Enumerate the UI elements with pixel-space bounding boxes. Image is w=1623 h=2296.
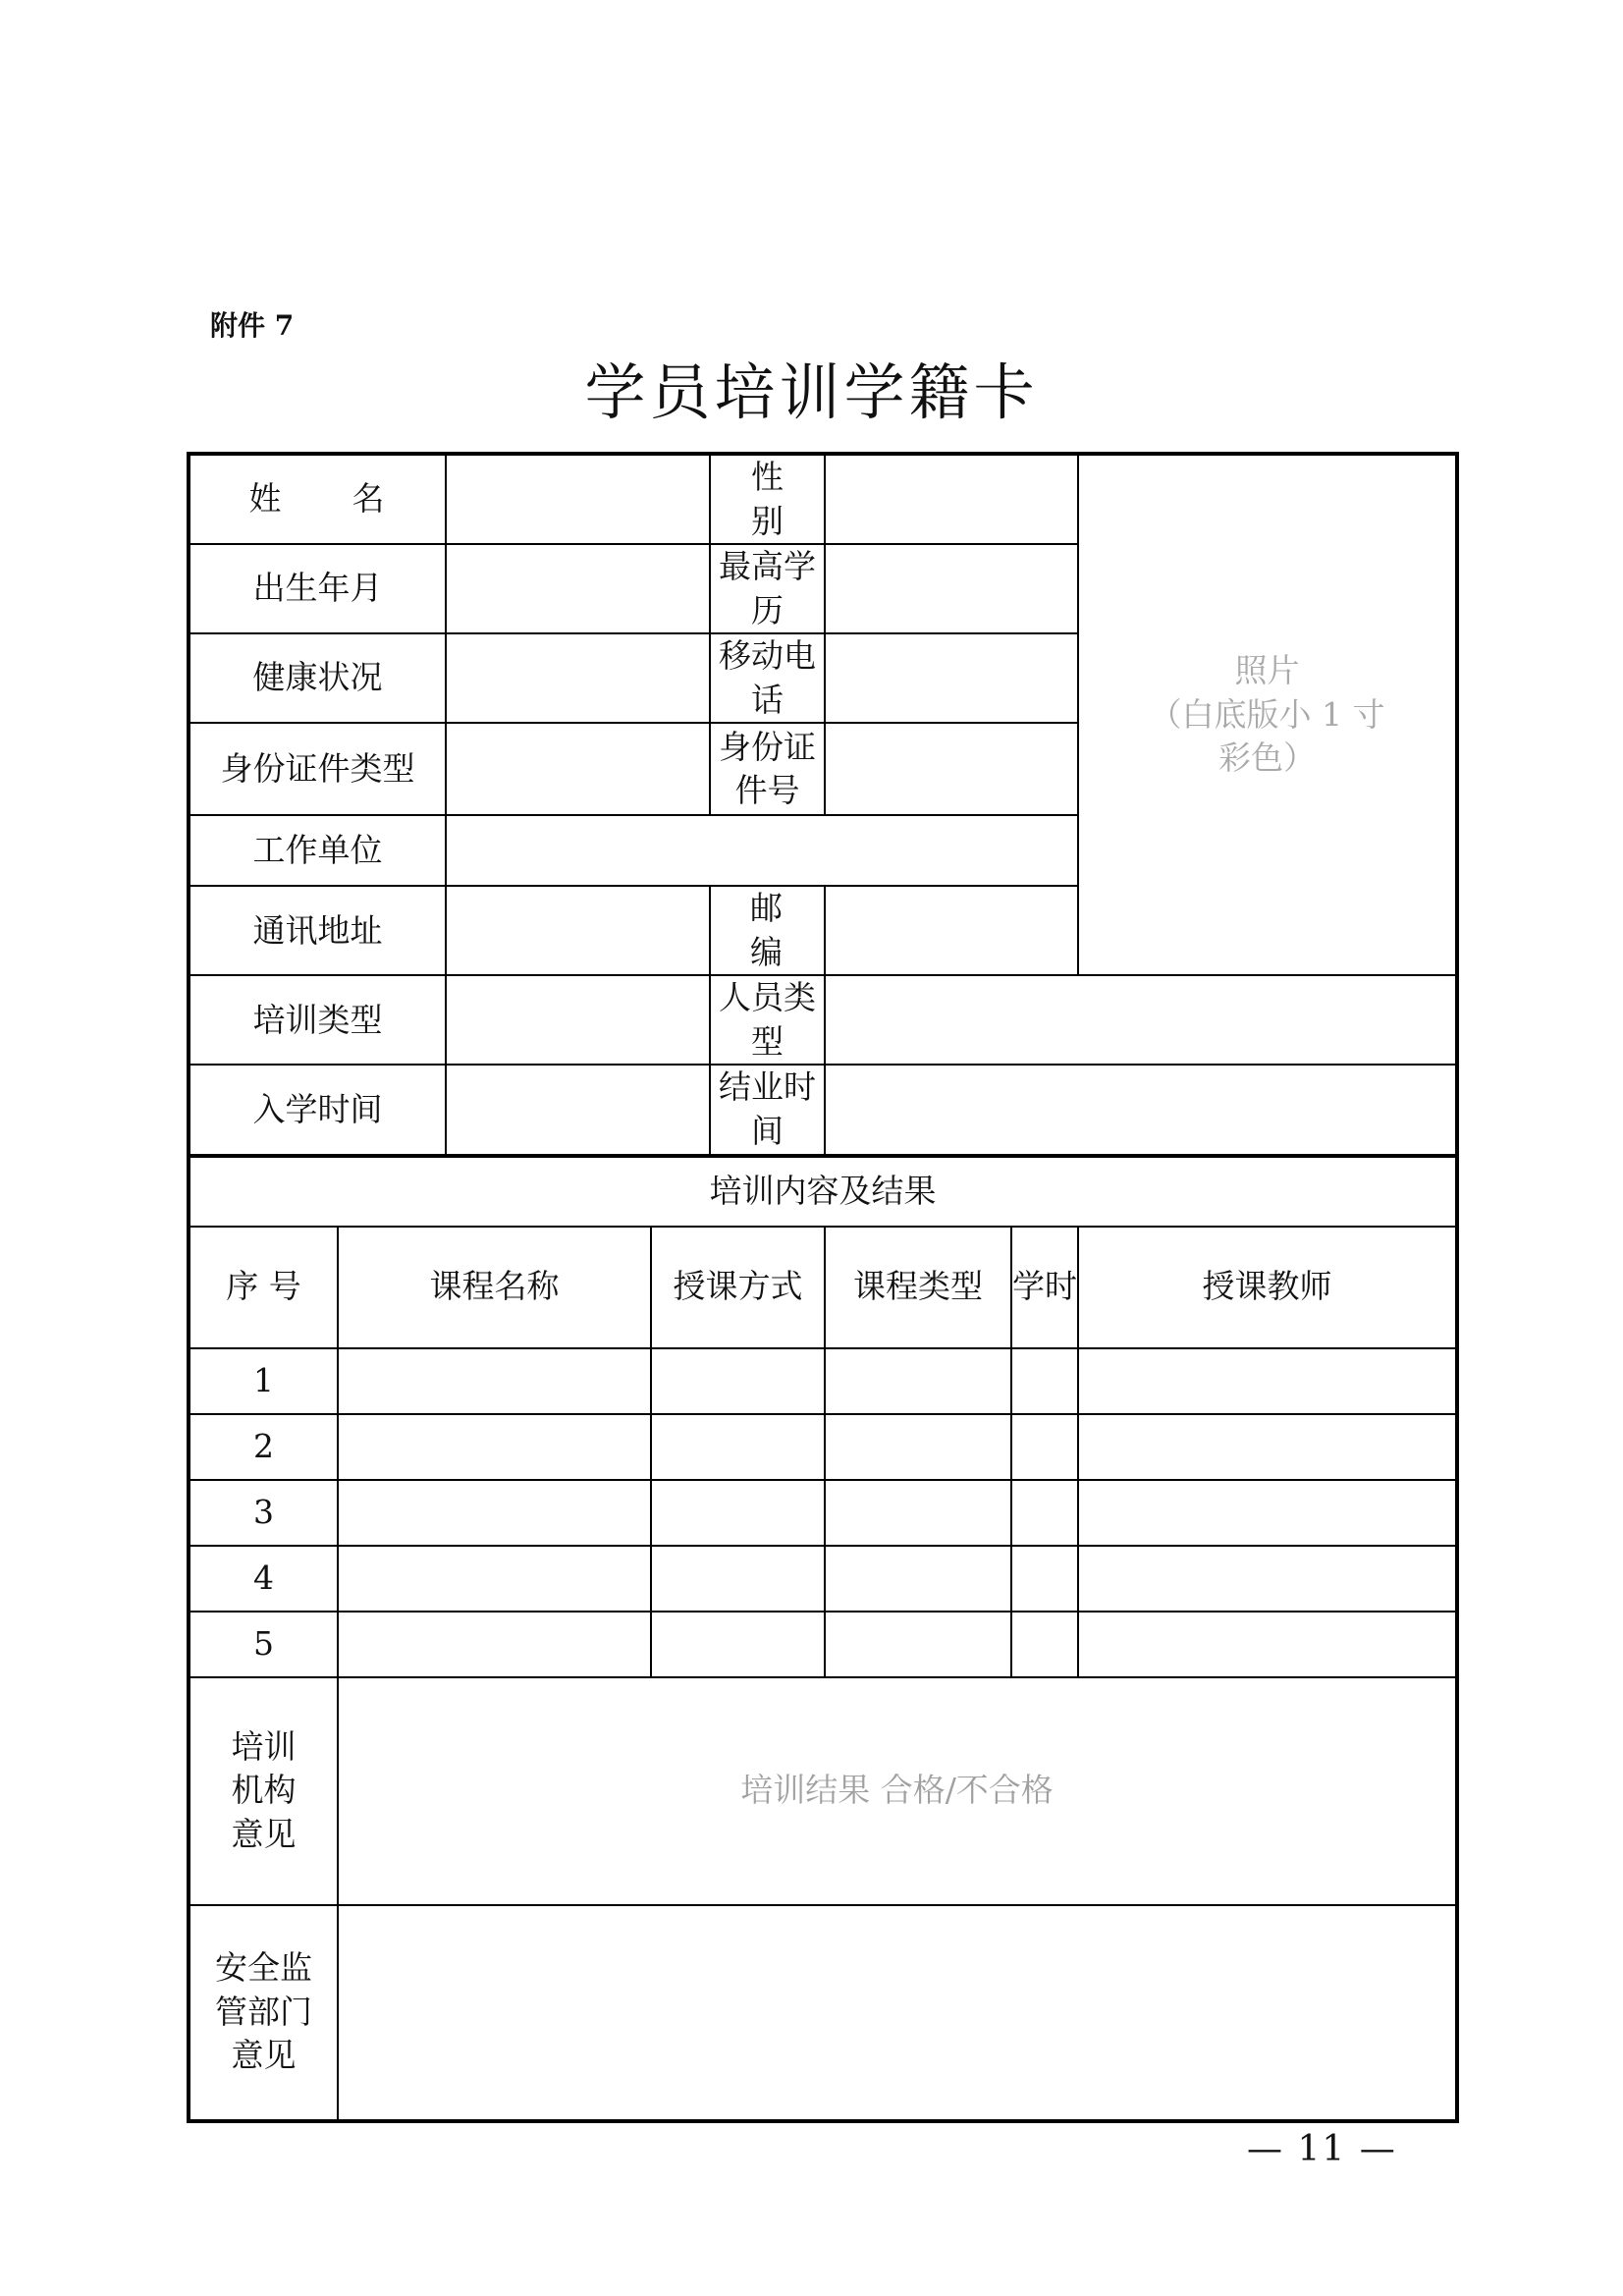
col-header-teaching-mode: 授课方式: [651, 1227, 825, 1348]
attachment-label: 附件 7: [210, 309, 295, 342]
name-label: 姓 名: [189, 454, 446, 544]
table-row: [189, 1348, 1457, 1414]
hours-cell[interactable]: [1011, 1414, 1078, 1480]
course-name-cell[interactable]: [338, 1348, 651, 1414]
supervision-opinion-label: 安全监 管部门 意见: [189, 1905, 338, 2121]
mobile-label: 移动电话: [710, 633, 825, 723]
training-type-field[interactable]: [446, 975, 710, 1065]
enroll-time-label: 入学时间: [189, 1065, 446, 1155]
training-section-title: 培训内容及结果: [189, 1156, 1457, 1227]
training-type-label: 培训类型: [189, 975, 446, 1065]
employer-field[interactable]: [446, 815, 1078, 886]
table-row: [189, 1546, 1457, 1612]
col-header-hours: 学时: [1011, 1227, 1078, 1348]
row-index: 2: [189, 1414, 338, 1480]
graduation-time-field[interactable]: [825, 1065, 1457, 1155]
id-number-field[interactable]: [825, 723, 1078, 815]
education-field[interactable]: [825, 544, 1078, 633]
teaching-mode-cell[interactable]: [651, 1612, 825, 1677]
teaching-mode-cell[interactable]: [651, 1480, 825, 1546]
graduation-time-label: 结业时间: [710, 1065, 825, 1155]
course-type-cell[interactable]: [825, 1612, 1011, 1677]
photo-spec: （白底版小 1 寸: [1149, 694, 1385, 734]
teaching-mode-cell[interactable]: [651, 1348, 825, 1414]
health-label: 健康状况: [189, 633, 446, 723]
photo-label: 照片: [1234, 651, 1300, 690]
id-type-label: 身份证件类型: [189, 723, 446, 815]
id-type-field[interactable]: [446, 723, 710, 815]
gender-field[interactable]: [825, 454, 1078, 544]
supervision-opinion-field[interactable]: [338, 1905, 1457, 2121]
course-name-cell[interactable]: [338, 1546, 651, 1612]
address-label: 通讯地址: [189, 886, 446, 975]
col-header-course-name: 课程名称: [338, 1227, 651, 1348]
teacher-cell[interactable]: [1078, 1546, 1457, 1612]
course-name-cell[interactable]: [338, 1480, 651, 1546]
col-header-course-type: 课程类型: [825, 1227, 1011, 1348]
photo-color: 彩色）: [1218, 738, 1316, 778]
course-type-cell[interactable]: [825, 1348, 1011, 1414]
row-index: 4: [189, 1546, 338, 1612]
employer-label: 工作单位: [189, 815, 446, 886]
col-header-index: 序 号: [189, 1227, 338, 1348]
postcode-label: 邮 编: [710, 886, 825, 975]
table-row: [189, 1612, 1457, 1677]
education-label: 最高学历: [710, 544, 825, 633]
personnel-type-field[interactable]: [825, 975, 1457, 1065]
course-type-cell[interactable]: [825, 1546, 1011, 1612]
col-header-teacher: 授课教师: [1078, 1227, 1457, 1348]
mobile-field[interactable]: [825, 633, 1078, 723]
enroll-time-field[interactable]: [446, 1065, 710, 1155]
student-record-card: [187, 452, 1459, 2123]
row-index: 5: [189, 1612, 338, 1677]
id-number-label: 身份证件号: [710, 723, 825, 815]
teacher-cell[interactable]: [1078, 1348, 1457, 1414]
institution-opinion-field[interactable]: 培训结果 合格/不合格: [338, 1677, 1457, 1905]
teaching-mode-cell[interactable]: [651, 1414, 825, 1480]
name-field[interactable]: [446, 454, 710, 544]
teacher-cell[interactable]: [1078, 1480, 1457, 1546]
page-number: — 11 —: [1247, 2129, 1397, 2169]
institution-opinion-label: 培训 机构 意见: [189, 1677, 338, 1905]
teaching-mode-cell[interactable]: [651, 1546, 825, 1612]
health-field[interactable]: [446, 633, 710, 723]
teacher-cell[interactable]: [1078, 1612, 1457, 1677]
table-row: [189, 1480, 1457, 1546]
photo-placeholder[interactable]: [1078, 454, 1457, 975]
teacher-cell[interactable]: [1078, 1414, 1457, 1480]
personnel-type-label: 人员类型: [710, 975, 825, 1065]
hours-cell[interactable]: [1011, 1612, 1078, 1677]
gender-label: 性 别: [710, 454, 825, 544]
birth-field[interactable]: [446, 544, 710, 633]
course-name-cell[interactable]: [338, 1612, 651, 1677]
course-type-cell[interactable]: [825, 1414, 1011, 1480]
hours-cell[interactable]: [1011, 1348, 1078, 1414]
address-field[interactable]: [446, 886, 710, 975]
hours-cell[interactable]: [1011, 1480, 1078, 1546]
birth-label: 出生年月: [189, 544, 446, 633]
postcode-field[interactable]: [825, 886, 1078, 975]
table-row: [189, 1414, 1457, 1480]
row-index: 3: [189, 1480, 338, 1546]
page-title: 学员培训学籍卡: [584, 356, 1039, 428]
row-index: 1: [189, 1348, 338, 1414]
course-name-cell[interactable]: [338, 1414, 651, 1480]
course-type-cell[interactable]: [825, 1480, 1011, 1546]
hours-cell[interactable]: [1011, 1546, 1078, 1612]
